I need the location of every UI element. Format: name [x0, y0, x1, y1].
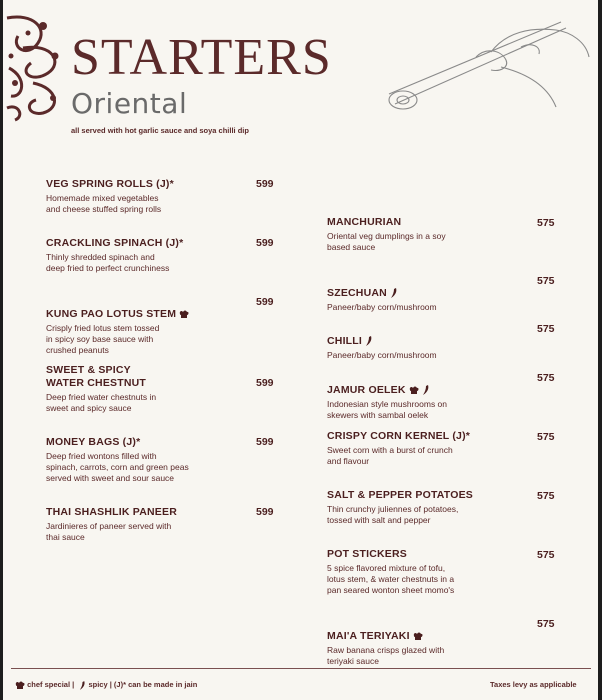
item-name: VEG SPRING ROLLS (J)* — [46, 178, 174, 190]
chilli-icon — [79, 681, 86, 690]
item-description: Crisply fried lotus stem tossed in spicy soy base sauce with crushed peanuts — [46, 323, 160, 355]
legend-separator: | — [72, 680, 75, 689]
item-description: Thinly shredded spinach and deep fried to perfect crunchiness — [46, 252, 170, 273]
item-name: MANCHURIAN — [327, 216, 402, 228]
taxes-note: Taxes levy as applicable — [490, 680, 577, 689]
item-description: Sweet corn with a burst of crunch and flavour — [327, 445, 453, 466]
item-price: 575 — [537, 490, 555, 502]
item-description: Indonesian style mushrooms on skewers with sambal oelek — [327, 399, 448, 420]
menu-page — [3, 0, 598, 700]
serving-note: all served with hot garlic sauce and soya chilli dip — [71, 126, 249, 135]
item-price: 599 — [256, 178, 274, 190]
item-price: 599 — [256, 296, 274, 308]
item-price: 599 — [256, 377, 274, 389]
item-description: Paneer/baby corn/mushroom — [327, 302, 437, 312]
chef-hat-icon — [409, 386, 419, 395]
item-price: 575 — [537, 549, 555, 561]
chef-hat-icon — [179, 310, 189, 319]
item-name: SALT & PEPPER POTATOES — [327, 489, 473, 501]
chef-hat-icon — [413, 632, 423, 641]
item-description: Homemade mixed vegetables and cheese stuffed spring rolls — [46, 193, 162, 214]
chilli-icon — [390, 288, 398, 298]
item-description: Paneer/baby corn/mushroom — [327, 350, 437, 360]
item-name: CHILLI — [327, 335, 363, 347]
item-price: 575 — [537, 217, 555, 229]
chilli-icon — [365, 336, 373, 346]
item-price: 575 — [537, 618, 555, 630]
legend-jain: (J)* can be made in jain — [113, 680, 198, 689]
item-name: KUNG PAO LOTUS STEM — [46, 308, 177, 320]
item-name: CRACKLING SPINACH (J)* — [46, 237, 184, 249]
item-description: 5 spice flavored mixture of tofu, lotus stem, & water chestnuts in a pan seared wonton sheet momo's — [327, 563, 455, 595]
legend-chef-special: chef special — [27, 680, 71, 689]
legend-spicy: spicy — [88, 680, 108, 689]
legend-separator: | — [109, 680, 112, 689]
legend — [15, 680, 197, 690]
chef-hat-icon — [15, 681, 25, 690]
chilli-icon — [422, 385, 430, 395]
item-description: Oriental veg dumplings in a soy based sauce — [327, 231, 446, 252]
item-price: 575 — [537, 431, 555, 443]
item-name: CRISPY CORN KERNEL (J)* — [327, 430, 471, 442]
item-description: Deep fried wontons filled with spinach, carrots, corn and green peas served with sweet and sour sauce — [46, 451, 189, 483]
item-description: Deep fried water chestnuts in sweet and spicy sauce — [46, 392, 157, 413]
item-description: Jardinieres of paneer served with thai sauce — [46, 521, 172, 542]
item-name: THAI SHASHLIK PANEER — [46, 506, 177, 518]
item-name: POT STICKERS — [327, 548, 407, 560]
item-name: MONEY BAGS (J)* — [46, 436, 141, 448]
floral-ornament — [3, 8, 73, 123]
item-price: 599 — [256, 436, 274, 448]
item-price: 575 — [537, 323, 555, 335]
item-name: SWEET & SPICY WATER CHESTNUT — [46, 364, 147, 389]
page-subtitle: Oriental — [71, 87, 188, 120]
page-title: STARTERS — [71, 29, 332, 86]
item-name: JAMUR OELEK — [327, 384, 406, 396]
item-description: Raw banana crisps glazed with teriyaki sauce — [327, 645, 445, 666]
item-name: SZECHUAN — [327, 287, 387, 299]
item-price: 575 — [537, 275, 555, 287]
footer-divider — [11, 668, 591, 669]
item-description: Thin crunchy juliennes of potatoes, tossed with salt and pepper — [327, 504, 459, 525]
menu-item — [46, 364, 296, 414]
item-price: 599 — [256, 237, 274, 249]
chopsticks-hand-illustration — [381, 12, 591, 132]
item-price: 599 — [256, 506, 274, 518]
item-name: MAI'A TERIYAKI — [327, 630, 410, 642]
item-price: 575 — [537, 372, 555, 384]
